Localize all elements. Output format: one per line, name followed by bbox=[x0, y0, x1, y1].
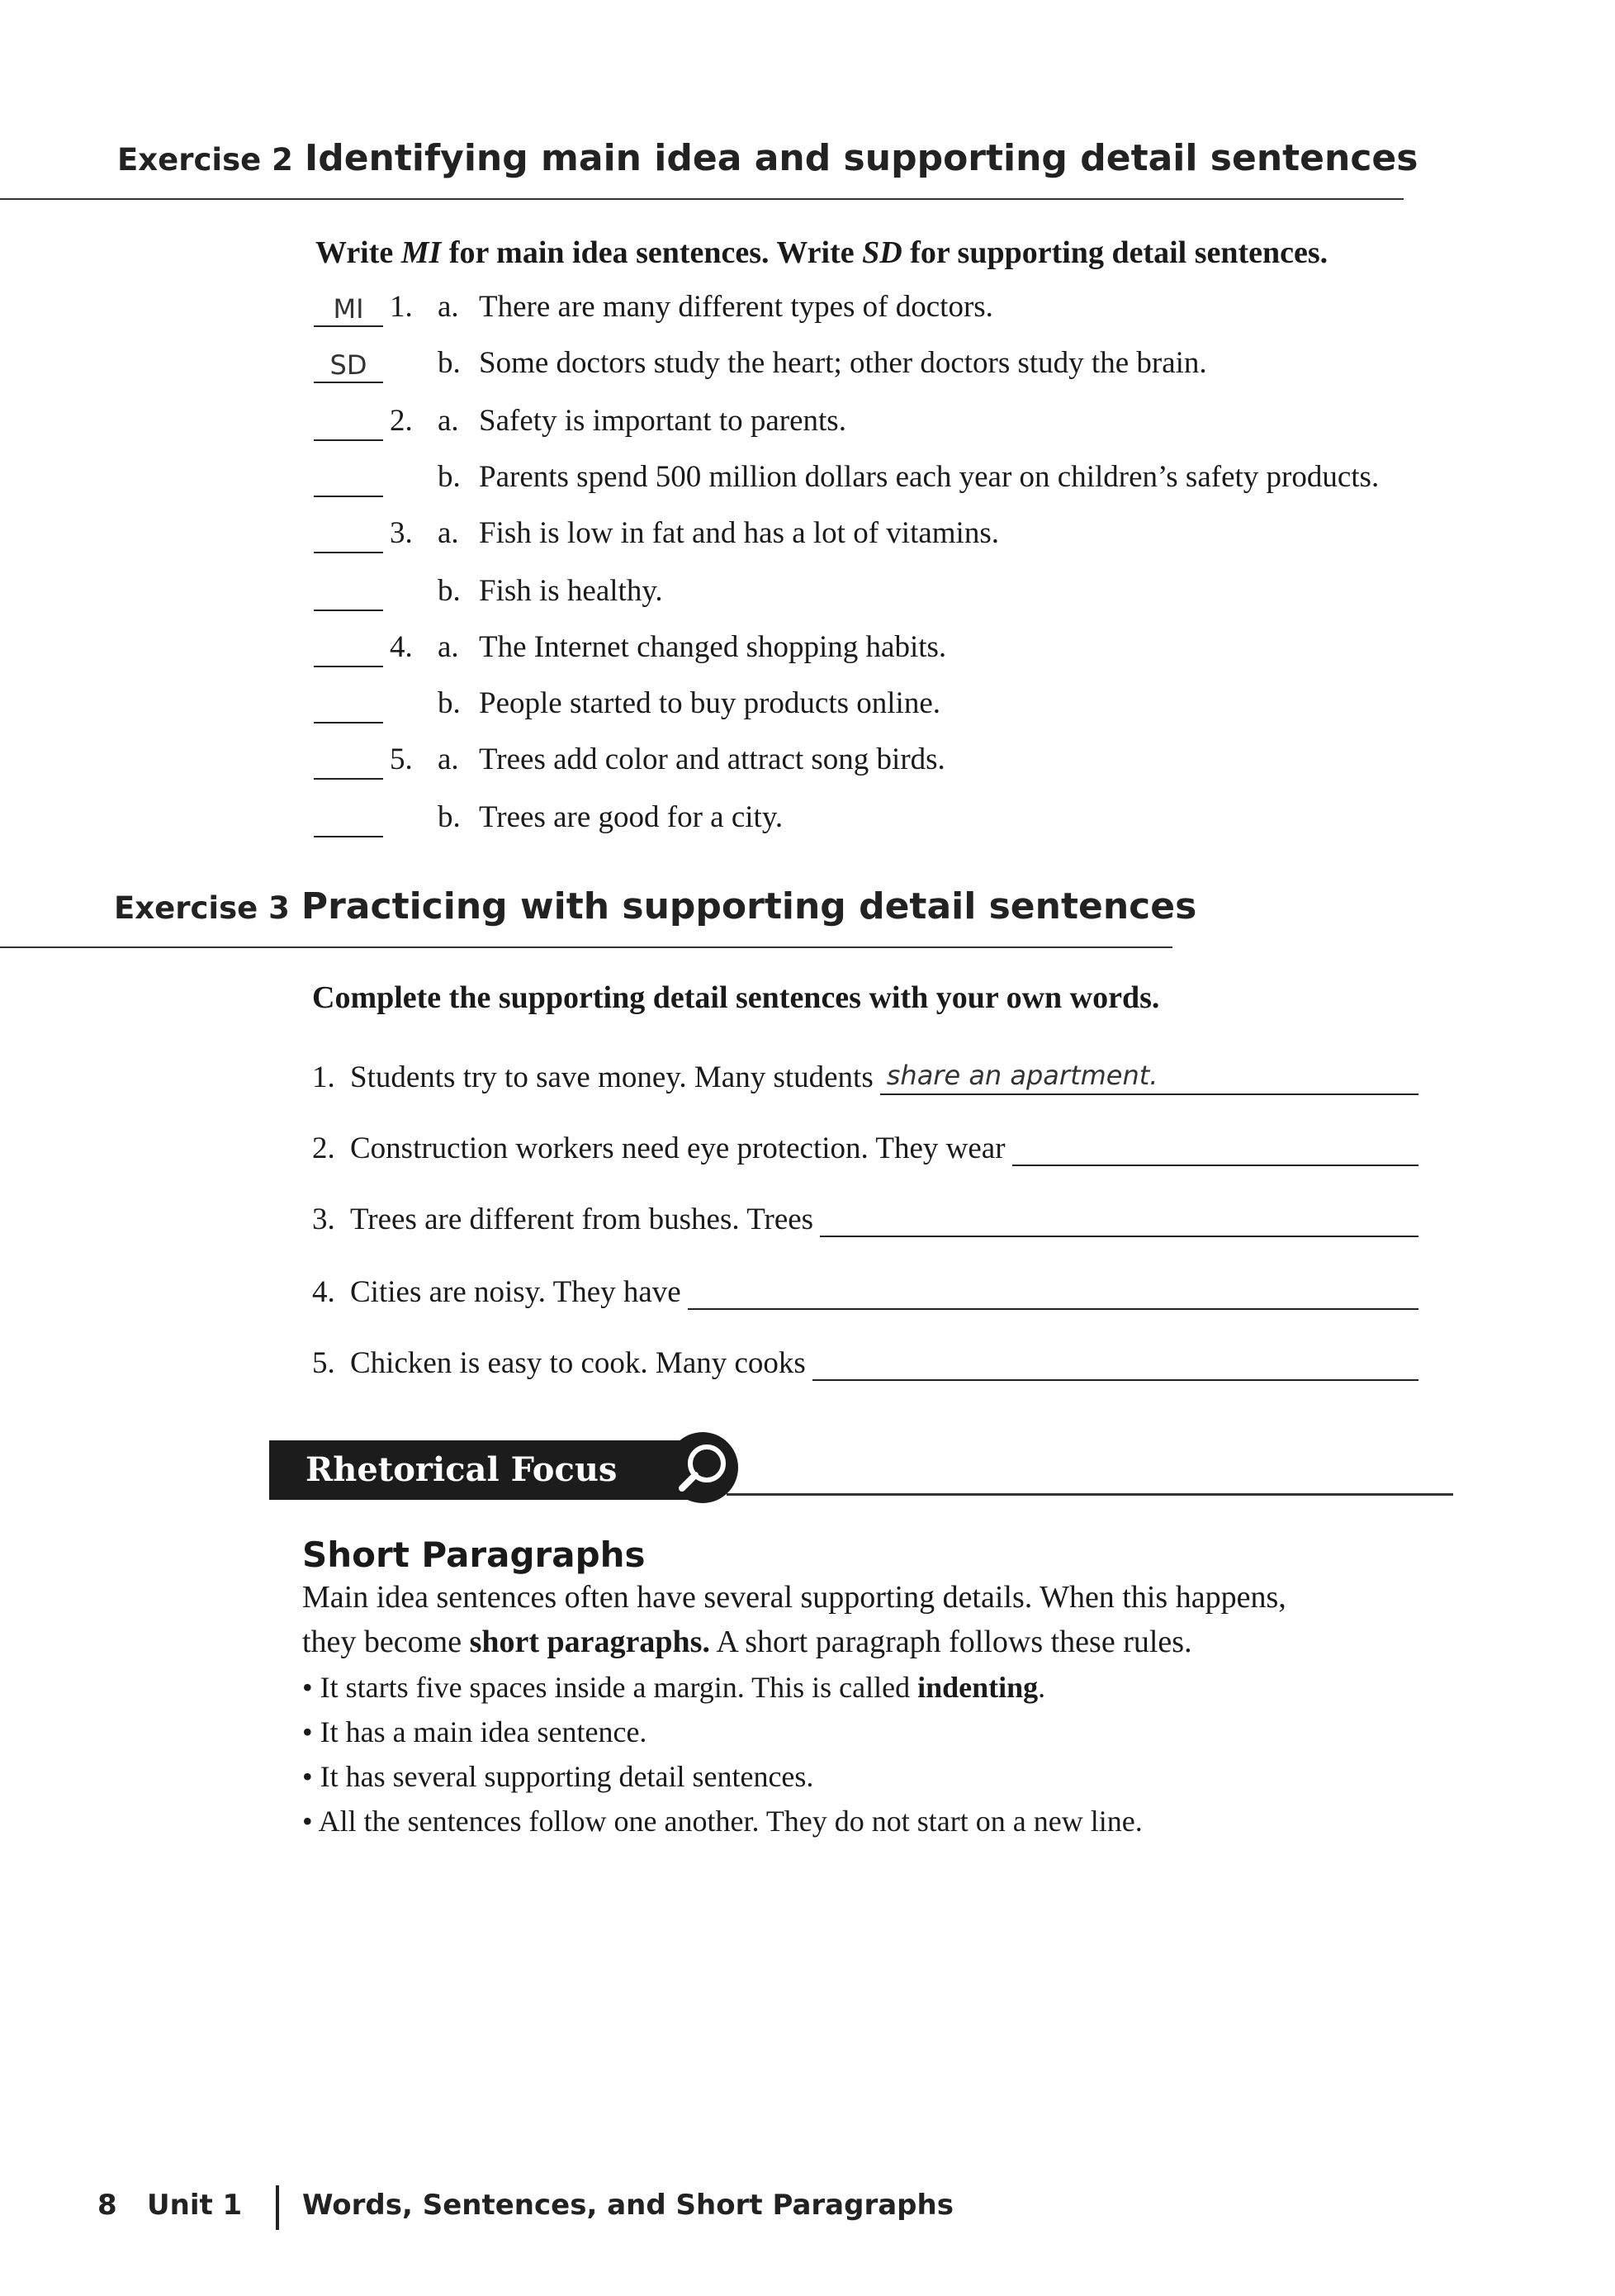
bullet-1 bbox=[302, 1670, 1045, 1705]
exercise-3-header bbox=[114, 885, 1196, 927]
item-number: 1. bbox=[390, 290, 413, 324]
para-text: they become bbox=[302, 1625, 470, 1659]
section-title: Short Paragraphs bbox=[302, 1535, 646, 1575]
exercise-3-title: Practicing with supporting detail sentences bbox=[301, 885, 1197, 927]
item-letter: a. bbox=[438, 630, 459, 664]
item-stem: Students try to save money. Many students bbox=[350, 1060, 874, 1094]
item-letter: a. bbox=[438, 404, 459, 438]
page-number: 8 bbox=[97, 2189, 117, 2222]
item-sentence: Some doctors study the heart; other doctors study the brain. bbox=[479, 346, 1207, 380]
bullet-text: • It starts five spaces inside a margin. This is called bbox=[302, 1671, 918, 1704]
item-number: 4. bbox=[390, 630, 413, 664]
bullet-2: • It has a main idea sentence. bbox=[302, 1715, 647, 1748]
answer-line[interactable] bbox=[1012, 1128, 1418, 1166]
exercise-2-label: Exercise 2 bbox=[117, 142, 293, 178]
item-letter: b. bbox=[438, 800, 461, 834]
instr-text: for main idea sentences. Write bbox=[441, 235, 863, 270]
item-number: 3. bbox=[390, 516, 413, 550]
instr-text: for supporting detail sentences. bbox=[902, 235, 1328, 270]
answer-blank[interactable] bbox=[314, 803, 383, 837]
item-number: 2. bbox=[312, 1131, 335, 1165]
item-letter: b. bbox=[438, 574, 461, 608]
paragraph-line-2 bbox=[302, 1624, 1192, 1660]
item-sentence: People started to buy products online. bbox=[479, 686, 941, 720]
exercise-3-row bbox=[312, 1046, 1418, 1095]
unit-label: Unit 1 bbox=[147, 2189, 243, 2222]
exercise-3-instruction: Complete the supporting detail sentences with your own words. bbox=[312, 980, 1160, 1015]
item-letter: a. bbox=[438, 742, 459, 776]
answer-blank[interactable] bbox=[314, 745, 383, 780]
exercise-3-rule bbox=[0, 946, 1172, 948]
answer-blank[interactable] bbox=[314, 406, 383, 441]
item-letter: a. bbox=[438, 290, 459, 324]
bullet-3: • It has several supporting detail sentences. bbox=[302, 1760, 814, 1793]
exercise-3-row bbox=[312, 1188, 1418, 1237]
item-stem: Chicken is easy to cook. Many cooks bbox=[350, 1346, 806, 1380]
exercise-3-row bbox=[312, 1331, 1418, 1381]
item-sentence: There are many different types of doctors. bbox=[479, 290, 993, 324]
item-sentence: Parents spend 500 million dollars each year on children’s safety products. bbox=[479, 460, 1380, 494]
instr-text: Write bbox=[315, 235, 401, 270]
para-text: A short paragraph follows these rules. bbox=[709, 1625, 1192, 1659]
rhetorical-focus-banner: Rhetorical Focus bbox=[269, 1440, 699, 1500]
answer-blank[interactable] bbox=[314, 633, 383, 667]
instr-sd: SD bbox=[862, 235, 902, 270]
bullet-4: • All the sentences follow one another. They do not start on a new line. bbox=[302, 1805, 1143, 1838]
paragraph-line-1: Main idea sentences often have several supporting details. When this happens, bbox=[302, 1580, 1286, 1615]
item-sentence: Trees are good for a city. bbox=[479, 800, 784, 834]
answer-line[interactable]: share an apartment. bbox=[880, 1057, 1418, 1095]
item-number: 5. bbox=[312, 1346, 335, 1380]
item-sentence: Safety is important to parents. bbox=[479, 404, 846, 438]
answer-blank[interactable]: MI bbox=[314, 292, 383, 327]
exercise-2-instruction bbox=[315, 235, 1328, 271]
item-sentence: Fish is healthy. bbox=[479, 574, 663, 608]
answer-blank[interactable] bbox=[314, 576, 383, 611]
item-sentence: The Internet changed shopping habits. bbox=[479, 630, 947, 664]
item-sentence: Trees add color and attract song birds. bbox=[479, 742, 945, 776]
item-letter: a. bbox=[438, 516, 459, 550]
instr-mi: MI bbox=[400, 235, 442, 270]
item-letter: b. bbox=[438, 686, 461, 720]
item-stem: Construction workers need eye protection. They wear bbox=[350, 1131, 1006, 1165]
item-number: 1. bbox=[312, 1060, 335, 1094]
item-letter: b. bbox=[438, 346, 461, 380]
item-number: 3. bbox=[312, 1203, 335, 1236]
answer-blank[interactable] bbox=[314, 463, 383, 497]
answer-blank[interactable] bbox=[314, 519, 383, 553]
item-stem: Cities are noisy. They have bbox=[350, 1275, 681, 1309]
answer-blank[interactable] bbox=[314, 689, 383, 723]
answer-line[interactable] bbox=[820, 1199, 1418, 1237]
para-bold: short paragraphs. bbox=[469, 1625, 710, 1659]
exercise-2-rule bbox=[0, 198, 1404, 200]
footer-divider bbox=[276, 2185, 279, 2230]
chapter-title: Words, Sentences, and Short Paragraphs bbox=[302, 2189, 954, 2222]
exercise-3-label: Exercise 3 bbox=[114, 890, 290, 926]
item-sentence: Fish is low in fat and has a lot of vitamins. bbox=[479, 516, 999, 550]
item-stem: Trees are different from bushes. Trees bbox=[350, 1203, 814, 1236]
bullet-bold: indenting bbox=[917, 1671, 1039, 1704]
item-letter: b. bbox=[438, 460, 461, 494]
answer-line[interactable] bbox=[812, 1343, 1418, 1381]
rhetorical-rule bbox=[727, 1493, 1453, 1496]
item-number: 2. bbox=[390, 404, 413, 438]
exercise-3-row bbox=[312, 1260, 1418, 1310]
item-number: 4. bbox=[312, 1275, 335, 1309]
exercise-3-row bbox=[312, 1117, 1418, 1166]
bullet-text: . bbox=[1038, 1671, 1046, 1704]
exercise-2-title: Identifying main idea and supporting detail sentences bbox=[304, 137, 1418, 179]
exercise-2-header bbox=[117, 137, 1418, 179]
answer-line[interactable] bbox=[688, 1272, 1418, 1310]
answer-blank[interactable]: SD bbox=[314, 349, 383, 383]
item-number: 5. bbox=[390, 742, 413, 776]
